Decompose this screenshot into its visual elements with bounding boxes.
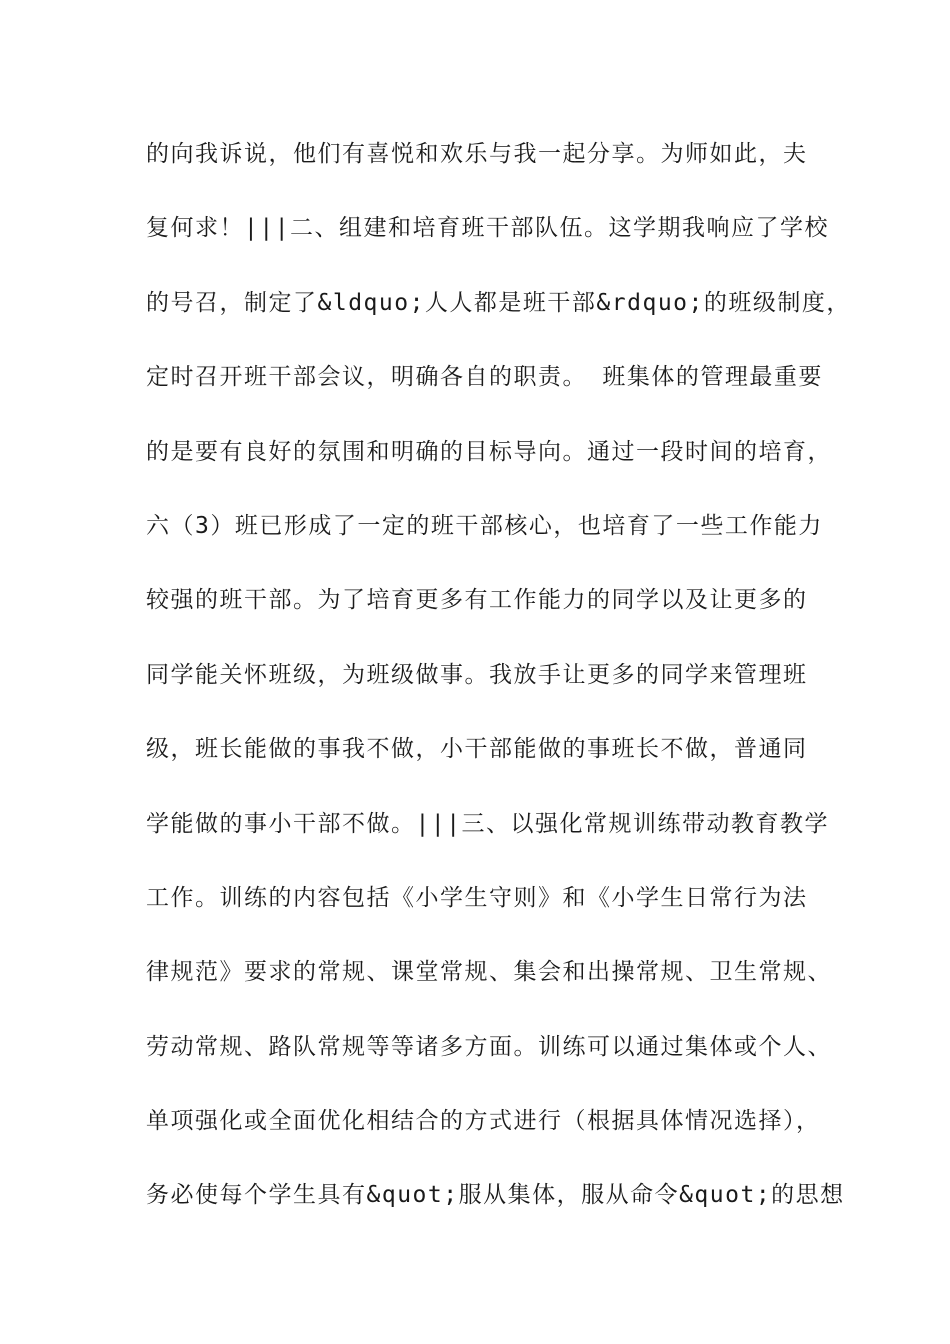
text-line: 的号召，制定了&ldquo;人人都是班干部&rdquo;的班级制度， xyxy=(146,289,851,316)
text-line: 复何求！|||二、组建和培育班干部队伍。这学期我响应了学校 xyxy=(146,215,830,242)
text-line: 劳动常规、路队常规等等诸多方面。训练可以通过集体或个人、 xyxy=(146,1033,832,1060)
text-line: 同学能关怀班级，为班级做事。我放手让更多的同学来管理班 xyxy=(146,661,808,688)
body-text xyxy=(146,134,851,1250)
text-line: 学能做的事小干部不做。|||三、以强化常规训练带动教育教学 xyxy=(146,810,830,837)
text-line: 工作。训练的内容包括《小学生守则》和《小学生日常行为法 xyxy=(146,884,808,911)
text-line: 的向我诉说，他们有喜悦和欢乐与我一起分享。为师如此，夫 xyxy=(146,141,808,167)
text-line: 务必使每个学生具有&quot;服从集体，服从命令&quot;的思想 xyxy=(146,1182,845,1209)
text-line: 较强的班干部。为了培育更多有工作能力的同学以及让更多的 xyxy=(146,587,808,614)
text-line: 定时召开班干部会议，明确各自的职责。 班集体的管理最重要 xyxy=(146,364,823,391)
text-line: 级，班长能做的事我不做，小干部能做的事班长不做，普通同 xyxy=(146,736,808,763)
text-line: 律规范》要求的常规、课堂常规、集会和出操常规、卫生常规、 xyxy=(146,959,832,986)
text-line: 的是要有良好的氛围和明确的目标导向。通过一段时间的培育， xyxy=(146,438,832,465)
text-line: 六（3）班已形成了一定的班干部核心，也培育了一些工作能力 xyxy=(146,512,823,539)
text-line: 单项强化或全面优化相结合的方式进行（根据具体情况选择）， xyxy=(146,1108,821,1135)
